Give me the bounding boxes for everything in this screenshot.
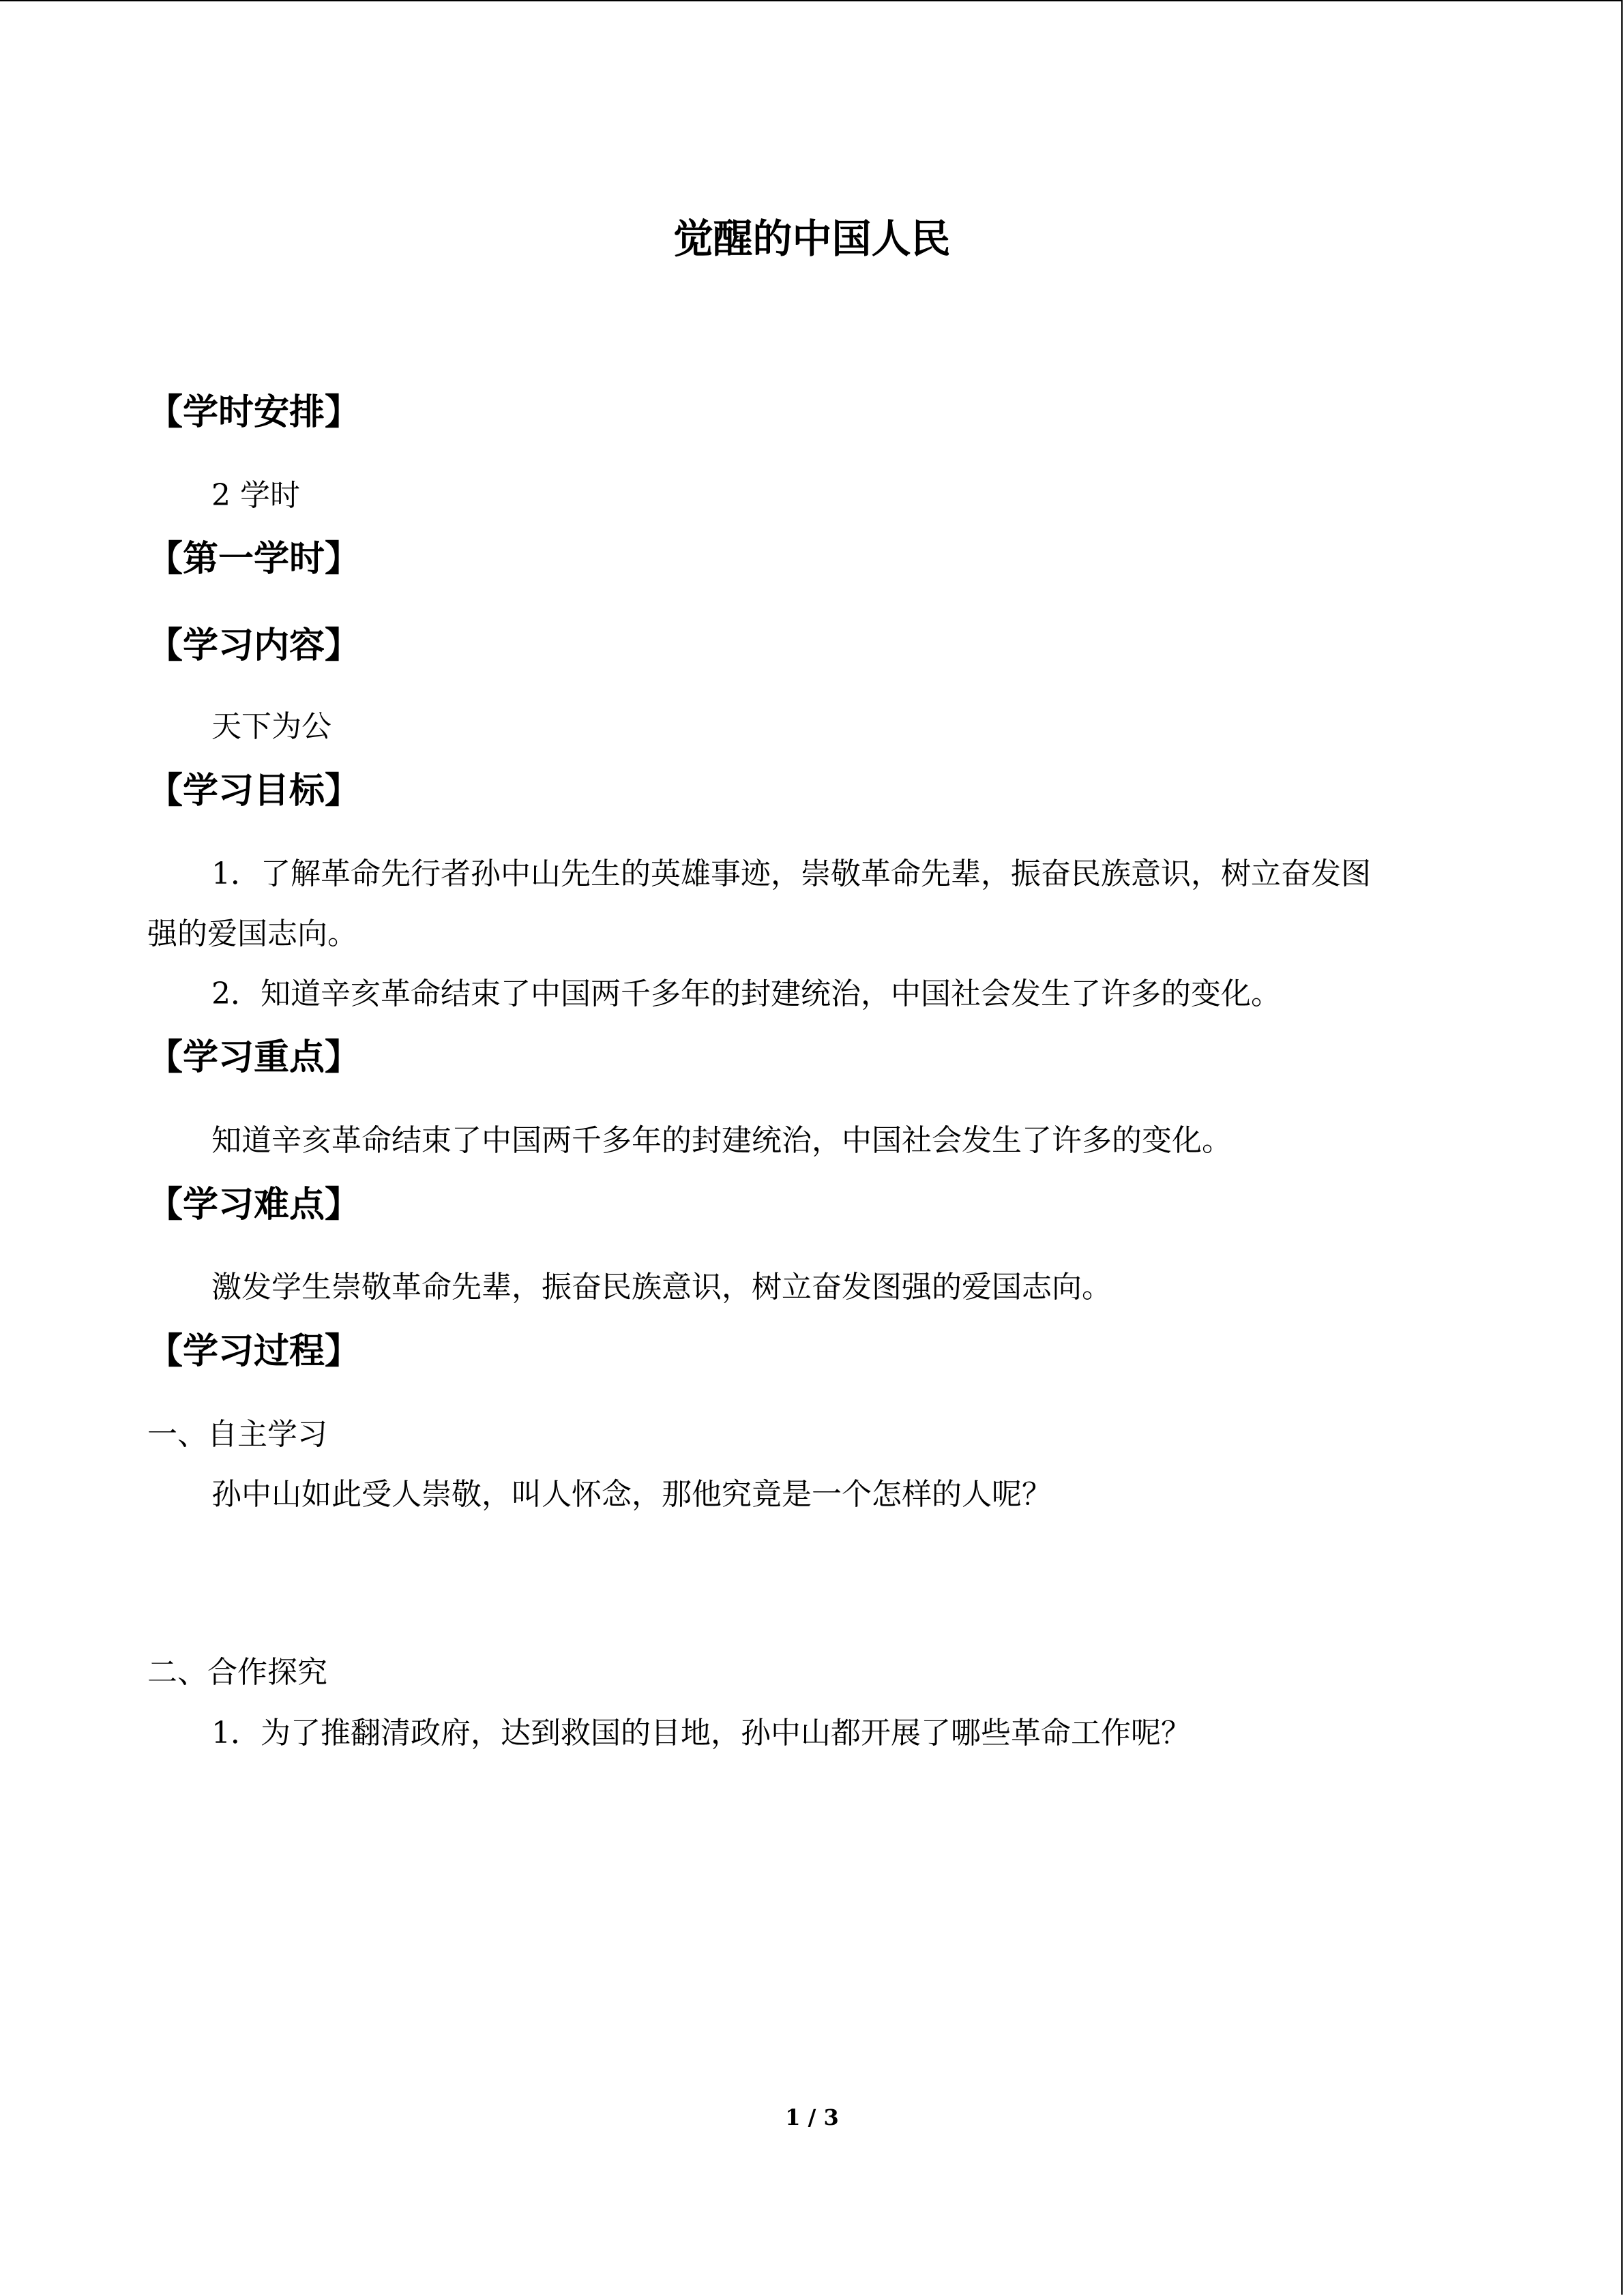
heading-schedule: 【学时安排】 [147, 391, 361, 433]
heading-process: 【学习过程】 [147, 1330, 361, 1372]
heading-difficulties: 【学习难点】 [147, 1184, 361, 1225]
goal-2: 2．知道辛亥革命结束了中国两千多年的封建统治，中国社会发生了许多的变化。 [211, 976, 1281, 1011]
document-title: 觉醒的中国人民 [673, 215, 951, 262]
page-number: 1 / 3 [785, 2104, 839, 2130]
schedule-text: 2 学时 [211, 478, 300, 513]
heading-key-points: 【学习重点】 [147, 1037, 361, 1078]
heading-first-period: 【第一学时】 [147, 538, 361, 580]
content-text: 天下为公 [211, 709, 331, 744]
cooperation-heading: 二、合作探究 [147, 1655, 327, 1690]
heading-content: 【学习内容】 [147, 625, 361, 666]
difficulties-text: 激发学生崇敬革命先辈，振奋民族意识，树立奋发图强的爱国志向。 [211, 1270, 1112, 1304]
goal-1-line-2: 强的爱国志向。 [147, 916, 357, 951]
key-points-text: 知道辛亥革命结束了中国两千多年的封建统治，中国社会发生了许多的变化。 [211, 1123, 1232, 1158]
self-study-question: 孙中山如此受人崇敬，叫人怀念，那他究竟是一个怎样的人呢？ [211, 1477, 1052, 1512]
heading-goals: 【学习目标】 [147, 770, 361, 811]
self-study-heading: 一、自主学习 [147, 1417, 327, 1452]
goal-1-line-1: 1．了解革命先行者孙中山先生的英雄事迹，崇敬革命先辈，振奋民族意识，树立奋发图 [211, 856, 1371, 891]
cooperation-question-1: 1．为了推翻清政府，达到救国的目地，孙中山都开展了哪些革命工作呢？ [211, 1716, 1191, 1750]
